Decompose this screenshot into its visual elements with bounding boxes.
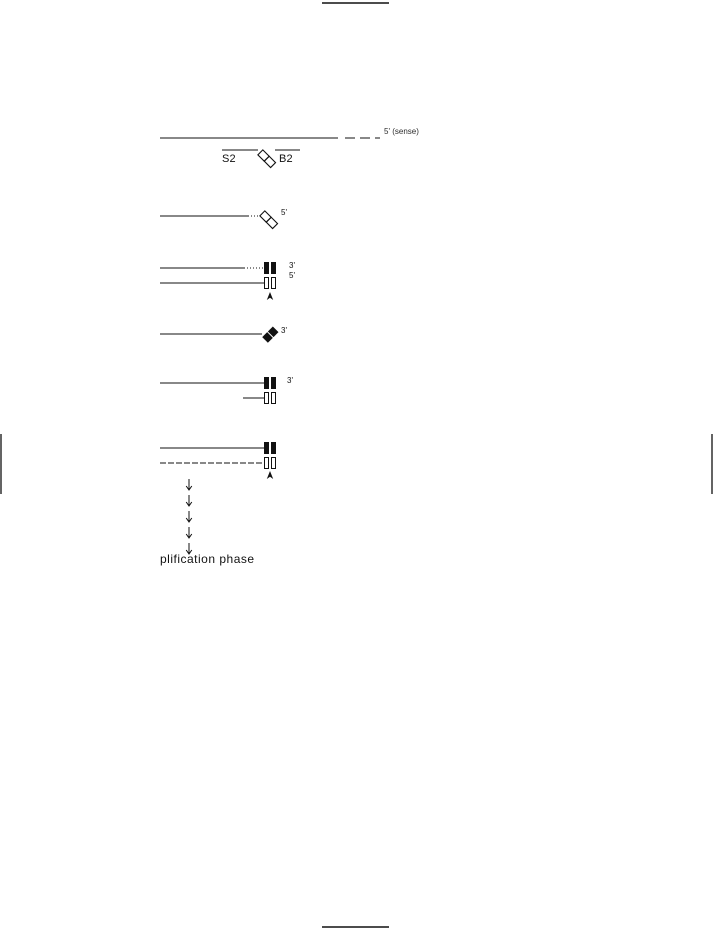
five-prime-label-row-3: 5' (289, 271, 295, 280)
arrowhead-row-3 (267, 292, 273, 300)
open-block-row-3-left (265, 278, 269, 289)
open-block-row-5-left (265, 393, 269, 404)
amplification-arrow-column (186, 479, 192, 554)
open-block-row-5-right (272, 393, 276, 404)
five-prime-label-row-2: 5' (281, 208, 287, 217)
sense-label-partial: 5' (sense) (384, 127, 419, 136)
three-prime-label-row-4: 3' (281, 326, 287, 335)
filled-primer-pair-row-4 (262, 327, 278, 343)
s2-label: S2 (222, 153, 236, 165)
filled-block-row-3-right (271, 262, 276, 274)
filled-block-row-5-right (271, 377, 276, 389)
filled-block-row-6-right (271, 442, 276, 454)
open-block-row-3-right (272, 278, 276, 289)
b2-label: B2 (279, 153, 293, 165)
filled-block-row-5-left (264, 377, 269, 389)
filled-block-row-3-left (264, 262, 269, 274)
phase-caption: plification phase (160, 552, 255, 566)
open-block-row-6-left (265, 458, 269, 469)
open-block-row-6-right (272, 458, 276, 469)
arrowhead-row-6 (267, 471, 273, 479)
three-prime-label-row-5: 3' (287, 376, 293, 385)
open-primer-pair-1 (258, 150, 276, 168)
three-prime-label-row-3: 3' (289, 261, 295, 270)
filled-block-row-6-left (264, 442, 269, 454)
open-primer-pair-2 (260, 211, 278, 229)
